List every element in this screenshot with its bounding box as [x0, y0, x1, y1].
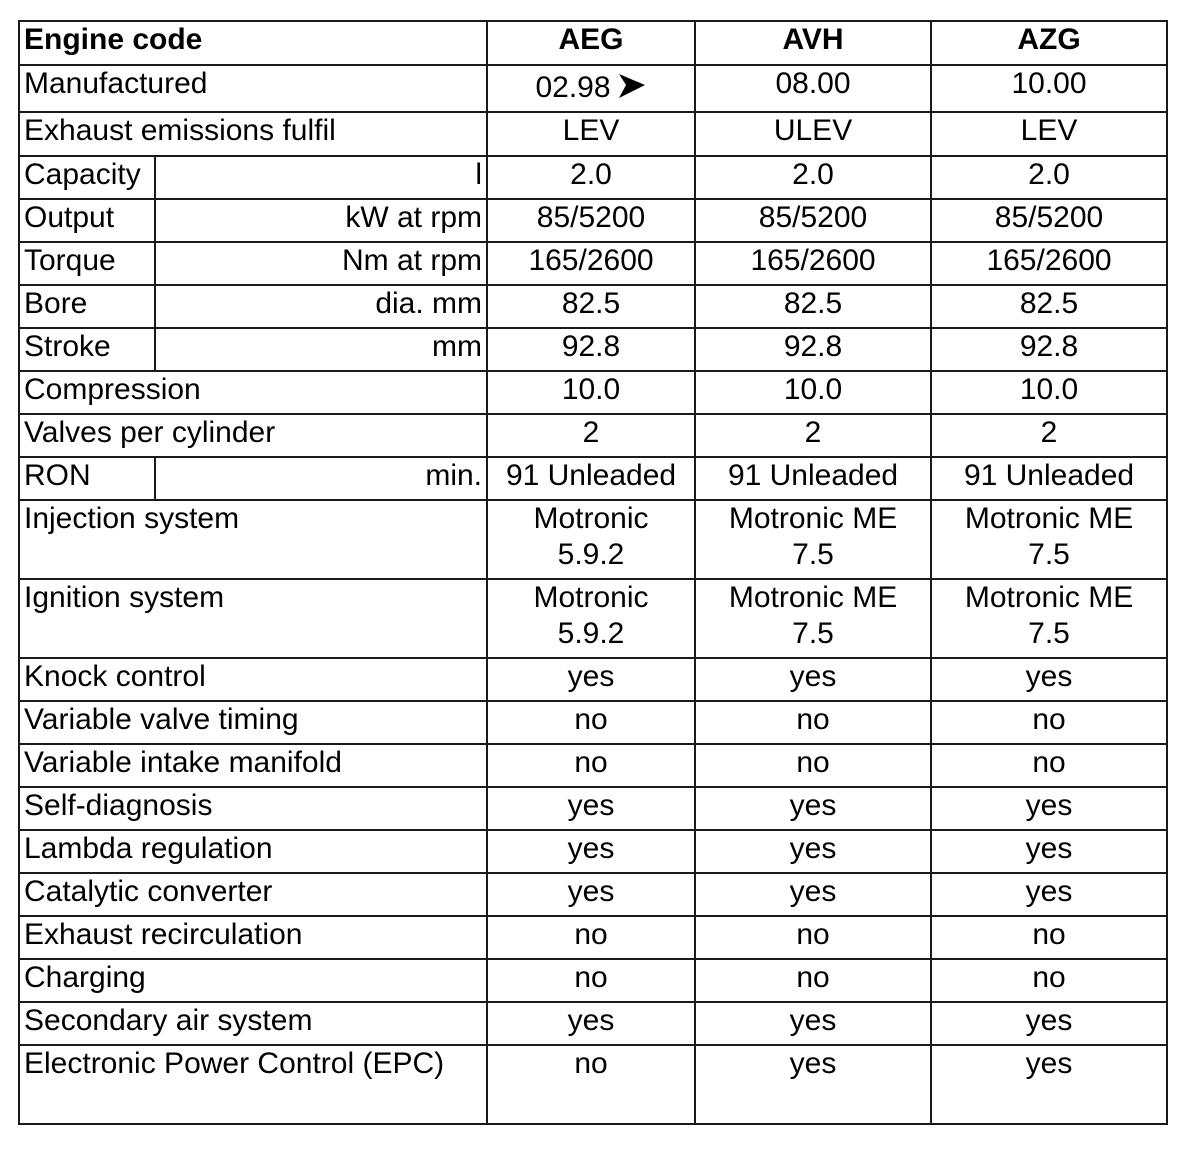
cell-aeg: yes	[487, 1002, 695, 1045]
cell-aeg: 2	[487, 414, 695, 457]
cell-azg: no	[931, 701, 1167, 744]
cell-aeg: 165/2600	[487, 242, 695, 285]
cell-azg: 92.8	[931, 328, 1167, 371]
row-label: Ignition system	[19, 579, 487, 658]
table-row	[19, 658, 1167, 701]
table-row	[19, 242, 1167, 285]
cell-aeg: no	[487, 1045, 695, 1124]
cell-avh: no	[695, 701, 931, 744]
cell-azg: 10.00	[931, 65, 1167, 112]
row-label	[19, 1045, 487, 1124]
cell-avh: no	[695, 744, 931, 787]
cell-avh: yes	[695, 1002, 931, 1045]
cell-azg	[931, 500, 1167, 579]
cell-value-line: 5.9.2	[557, 538, 625, 571]
cell-avh: 08.00	[695, 65, 931, 112]
row-label: Output	[19, 199, 155, 242]
cell-azg: 91 Unleaded	[931, 457, 1167, 500]
engine-spec-table	[18, 20, 1168, 1125]
table-row	[19, 500, 1167, 579]
arrow-right-icon	[617, 72, 647, 108]
cell-avh	[695, 579, 931, 658]
row-label: Catalytic converter	[19, 873, 487, 916]
table-row	[19, 112, 1167, 156]
row-label: Charging	[19, 959, 487, 1002]
cell-value-line: 7.5	[792, 538, 834, 571]
row-label: Exhaust recirculation	[19, 916, 487, 959]
cell-avh: yes	[695, 873, 931, 916]
cell-value-line: Motronic ME	[728, 581, 898, 614]
header-label: Engine code	[19, 21, 487, 65]
cell-azg: yes	[931, 1002, 1167, 1045]
cell-aeg: 2.0	[487, 156, 695, 199]
row-label: Knock control	[19, 658, 487, 701]
cell-avh: 10.0	[695, 371, 931, 414]
table-row	[19, 873, 1167, 916]
table-row	[19, 916, 1167, 959]
row-label: Valves per cylinder	[19, 414, 487, 457]
cell-azg: no	[931, 959, 1167, 1002]
engine-code-avh: AVH	[695, 21, 931, 65]
table-row	[19, 787, 1167, 830]
cell-aeg: 91 Unleaded	[487, 457, 695, 500]
cell-aeg	[487, 65, 695, 112]
cell-avh: ULEV	[695, 112, 931, 156]
table-row	[19, 830, 1167, 873]
cell-aeg: yes	[487, 873, 695, 916]
cell-azg: 10.0	[931, 371, 1167, 414]
cell-aeg: 10.0	[487, 371, 695, 414]
cell-aeg	[487, 500, 695, 579]
cell-azg: 2.0	[931, 156, 1167, 199]
row-label: Secondary air system	[19, 1002, 487, 1045]
row-label: Lambda regulation	[19, 830, 487, 873]
row-label: Bore	[19, 285, 155, 328]
cell-azg	[931, 579, 1167, 658]
cell-value-line: 7.5	[792, 617, 834, 650]
cell-value-line: 7.5	[1028, 538, 1070, 571]
cell-aeg: 85/5200	[487, 199, 695, 242]
row-label: Self-diagnosis	[19, 787, 487, 830]
row-label: Compression	[19, 371, 487, 414]
table-row	[19, 579, 1167, 658]
cell-avh: 2.0	[695, 156, 931, 199]
cell-avh: yes	[695, 787, 931, 830]
table-row	[19, 414, 1167, 457]
table-row	[19, 1045, 1167, 1124]
cell-avh: 85/5200	[695, 199, 931, 242]
row-label: Capacity	[19, 156, 155, 199]
row-unit: dia. mm	[155, 285, 487, 328]
cell-value-line: 5.9.2	[557, 617, 625, 650]
table-row	[19, 285, 1167, 328]
row-label-text: Electronic Power Control (EPC)	[24, 1047, 445, 1080]
cell-avh: yes	[695, 658, 931, 701]
cell-aeg: yes	[487, 787, 695, 830]
table-row	[19, 156, 1167, 199]
cell-value-line: Motronic	[533, 581, 649, 614]
row-unit: Nm at rpm	[155, 242, 487, 285]
row-label: Exhaust emissions fulfil	[19, 112, 487, 156]
cell-value-line: Motronic ME	[964, 502, 1134, 535]
cell-azg: yes	[931, 658, 1167, 701]
cell-avh: no	[695, 916, 931, 959]
engine-code-aeg: AEG	[487, 21, 695, 65]
cell-avh: yes	[695, 1045, 931, 1124]
cell-azg: yes	[931, 830, 1167, 873]
cell-avh	[695, 500, 931, 579]
cell-avh: no	[695, 959, 931, 1002]
cell-avh: 2	[695, 414, 931, 457]
cell-aeg: yes	[487, 830, 695, 873]
cell-azg: yes	[931, 873, 1167, 916]
cell-avh: 92.8	[695, 328, 931, 371]
table-row	[19, 371, 1167, 414]
row-label: Manufactured	[19, 65, 487, 112]
table-row	[19, 328, 1167, 371]
table-row	[19, 744, 1167, 787]
cell-avh: 91 Unleaded	[695, 457, 931, 500]
cell-azg: no	[931, 916, 1167, 959]
table-row	[19, 701, 1167, 744]
row-unit: kW at rpm	[155, 199, 487, 242]
row-unit: min.	[155, 457, 487, 500]
cell-azg: yes	[931, 787, 1167, 830]
cell-azg: 165/2600	[931, 242, 1167, 285]
cell-avh: 165/2600	[695, 242, 931, 285]
cell-azg: 85/5200	[931, 199, 1167, 242]
cell-value-line: 7.5	[1028, 617, 1070, 650]
table-row	[19, 1002, 1167, 1045]
cell-aeg: no	[487, 701, 695, 744]
cell-aeg: no	[487, 744, 695, 787]
cell-value-line: Motronic ME	[728, 502, 898, 535]
table-row	[19, 959, 1167, 1002]
row-label: Injection system	[19, 500, 487, 579]
row-label: RON	[19, 457, 155, 500]
cell-aeg	[487, 579, 695, 658]
row-unit: mm	[155, 328, 487, 371]
row-label: Variable valve timing	[19, 701, 487, 744]
cell-value-line: Motronic ME	[964, 581, 1134, 614]
cell-azg: no	[931, 744, 1167, 787]
row-unit: l	[155, 156, 487, 199]
cell-value-line: Motronic	[533, 502, 649, 535]
cell-aeg: 92.8	[487, 328, 695, 371]
cell-azg: 82.5	[931, 285, 1167, 328]
cell-aeg: yes	[487, 658, 695, 701]
cell-avh: yes	[695, 830, 931, 873]
cell-azg: yes	[931, 1045, 1167, 1124]
row-label: Torque	[19, 242, 155, 285]
cell-aeg: LEV	[487, 112, 695, 156]
cell-avh: 82.5	[695, 285, 931, 328]
table-row	[19, 199, 1167, 242]
table-row	[19, 65, 1167, 112]
cell-aeg: no	[487, 959, 695, 1002]
table-row	[19, 457, 1167, 500]
row-label: Stroke	[19, 328, 155, 371]
cell-azg: LEV	[931, 112, 1167, 156]
cell-azg: 2	[931, 414, 1167, 457]
row-label: Variable intake manifold	[19, 744, 487, 787]
engine-code-azg: AZG	[931, 21, 1167, 65]
cell-aeg: 82.5	[487, 285, 695, 328]
cell-aeg: no	[487, 916, 695, 959]
cell-value: 02.98	[535, 71, 611, 104]
header-row	[19, 21, 1167, 65]
